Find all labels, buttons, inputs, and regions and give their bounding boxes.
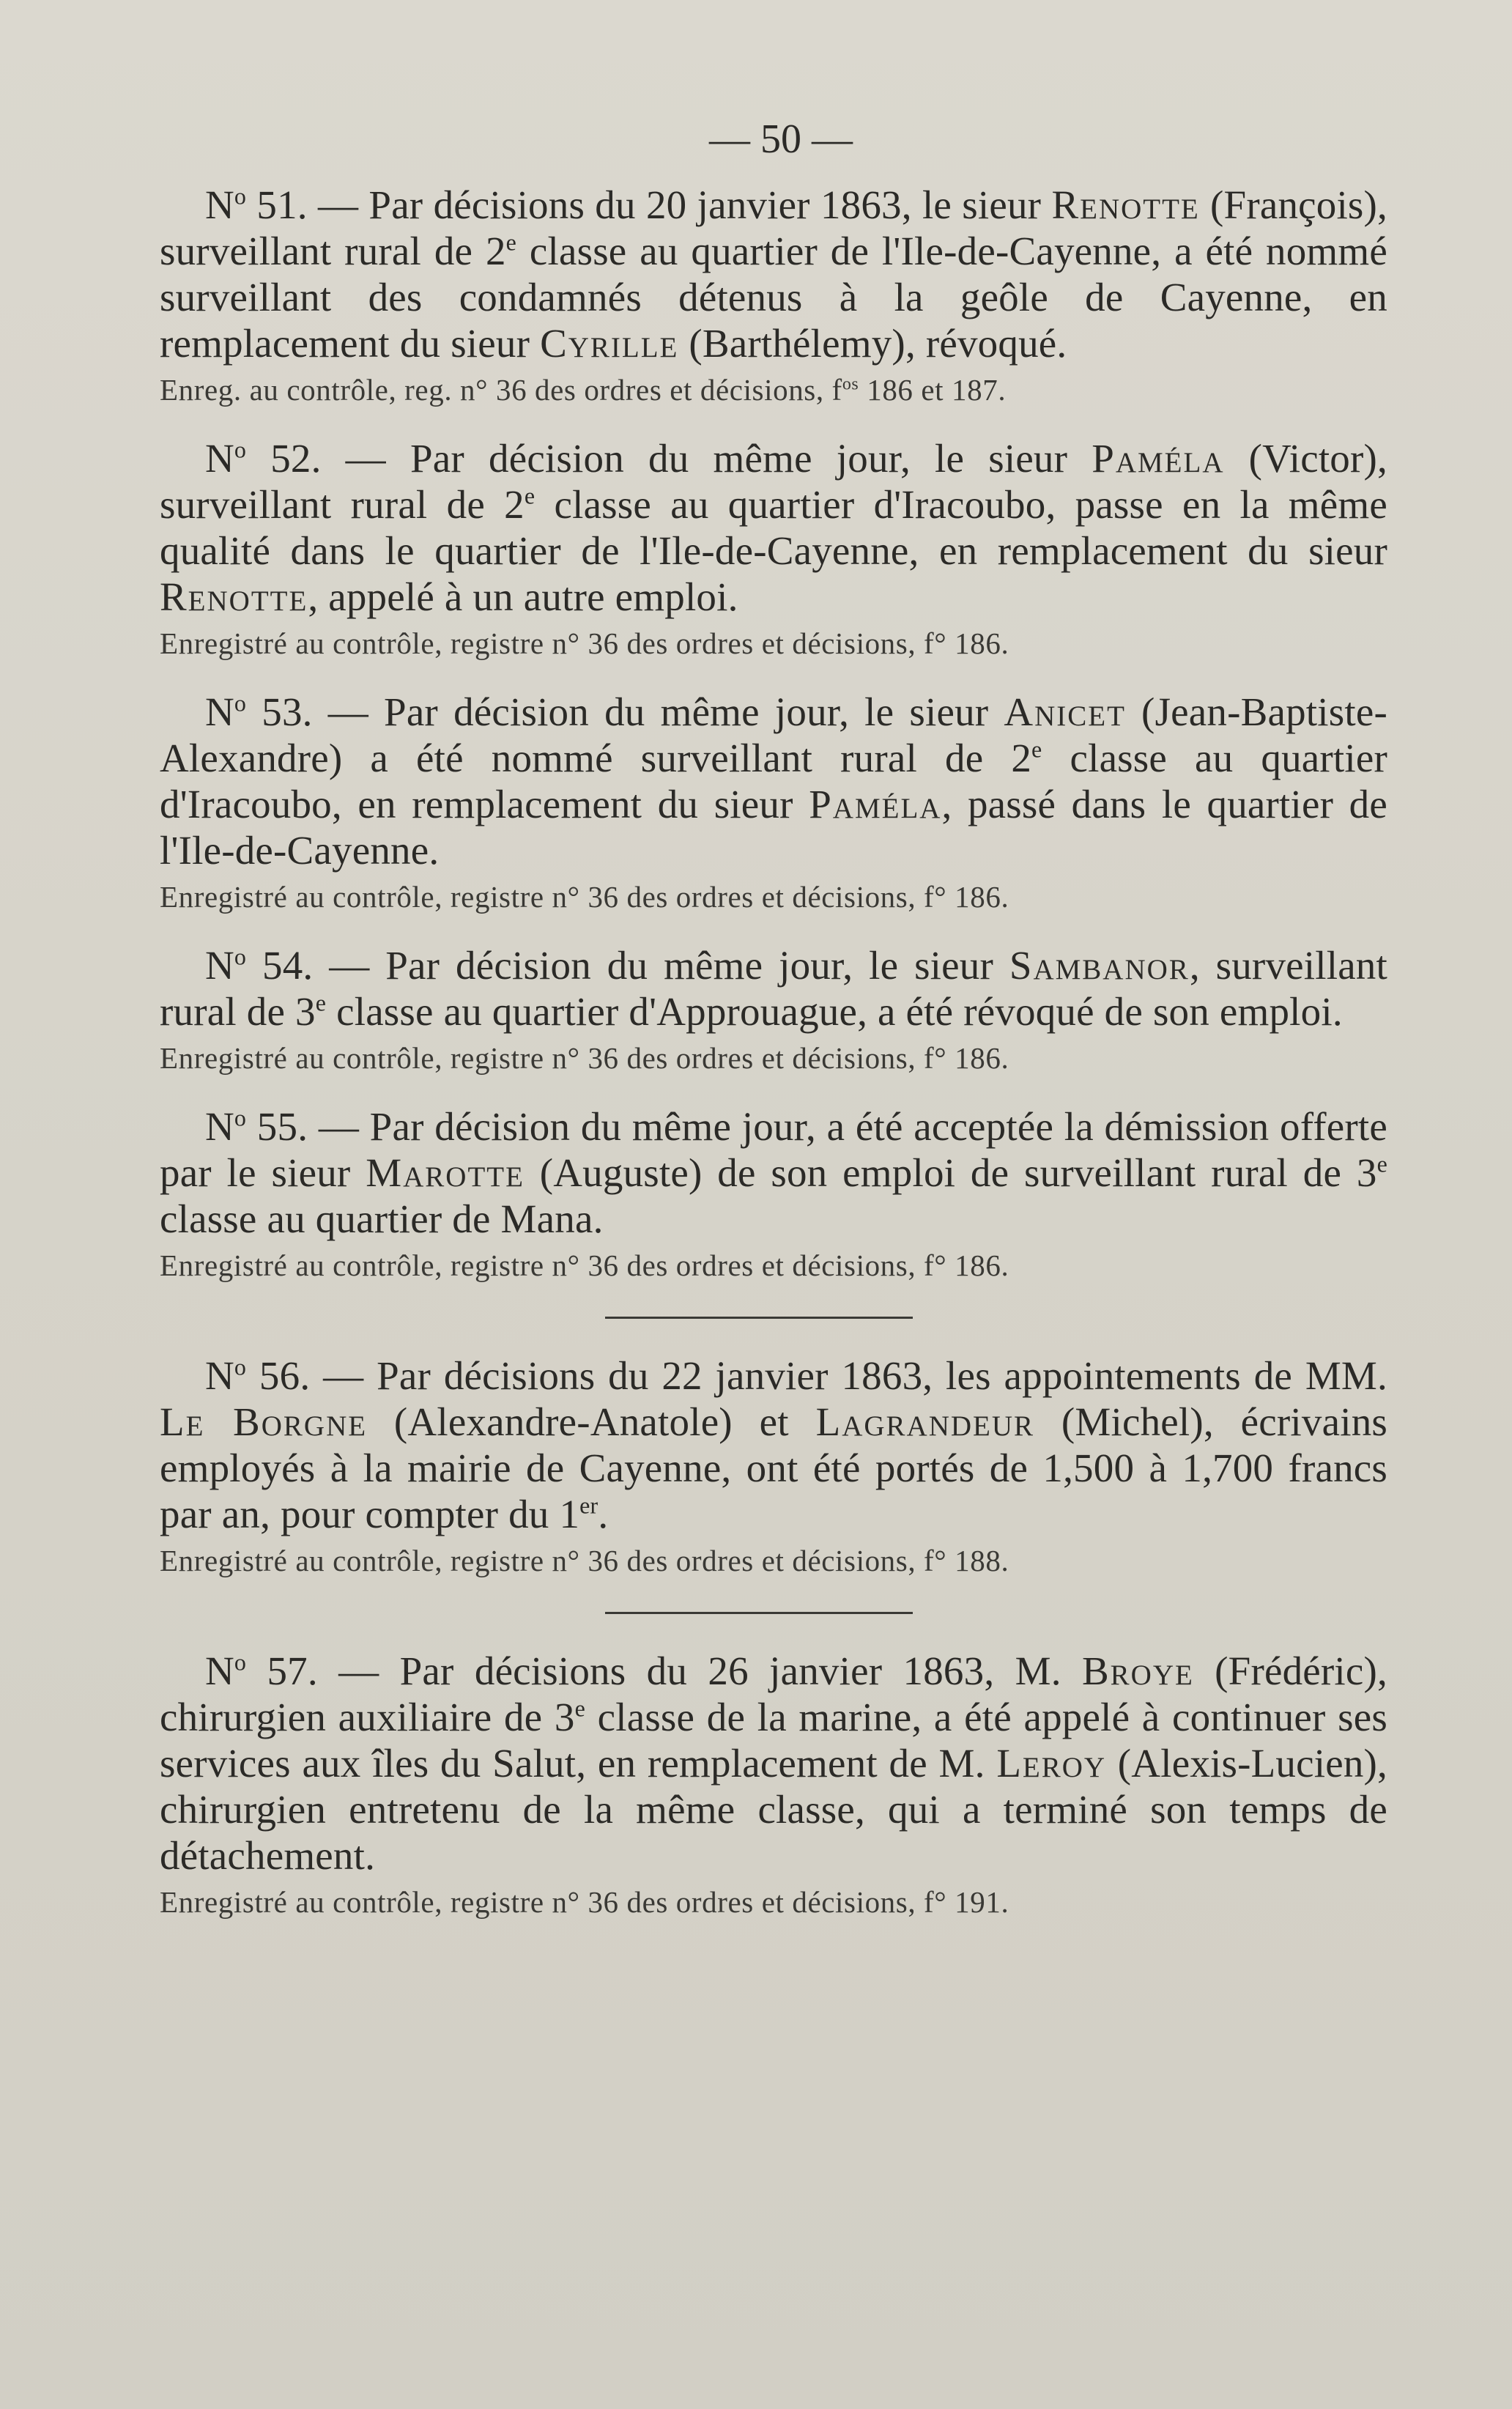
entry-53-sup-1: e bbox=[1031, 736, 1042, 763]
entry-51-lead-sup: o bbox=[234, 182, 247, 210]
entry-56-lead: N bbox=[205, 1353, 234, 1398]
entry-53-text-3: , passé dans le quartier de l'Ile-de-Cayenne. bbox=[160, 782, 1387, 873]
entry-55 bbox=[160, 1103, 1387, 1286]
entry-53-number: 53. — Par décision du même jour, le sieur bbox=[246, 689, 1004, 734]
entry-51-registry-end: 186 et 187. bbox=[859, 373, 1007, 407]
entry-54-number: 54. — Par décision du même jour, le sieur bbox=[246, 943, 1009, 988]
entry-54-registry: Enregistré au contrôle, registre n° 36 des ordres et décisions, f° 186. bbox=[160, 1041, 1009, 1075]
entry-51 bbox=[160, 182, 1387, 410]
entry-55-number: 55. — Par décision du même jour, a été acceptée la démission offerte par le sieur bbox=[160, 1104, 1387, 1195]
entry-55-lead: N bbox=[205, 1104, 234, 1149]
entry-51-text-2: classe au quartier de l'Ile-de-Cayenne, a été nommé surveillant des condamnés détenus à la geôle de Cayenne, en remplacement du sieur bbox=[160, 229, 1387, 366]
entry-52-name-renotte: Renotte bbox=[160, 574, 308, 619]
entry-57 bbox=[160, 1648, 1387, 1923]
entry-52-text-2: classe au quartier d'Iracoubo, passe en la même qualité dans le quartier de l'Ile-de-Cayenne, en remplacement du sieur bbox=[160, 482, 1387, 573]
entry-54-name-sambanor: Sambanor bbox=[1009, 943, 1190, 988]
entry-51-lead: N bbox=[205, 182, 234, 227]
entry-57-text bbox=[160, 1648, 1387, 1879]
entry-54-text bbox=[160, 942, 1387, 1035]
entry-54-lead-sup: o bbox=[234, 943, 247, 970]
page-number: — 50 — bbox=[709, 116, 853, 162]
entry-56-name-lagrandeur: Lagrandeur bbox=[815, 1399, 1035, 1444]
entry-52-number: 52. — Par décision du même jour, le sieur bbox=[246, 436, 1092, 481]
entry-57-name-broye: Broye bbox=[1081, 1648, 1194, 1693]
entry-56 bbox=[160, 1352, 1387, 1581]
entry-53-registry: Enregistré au contrôle, registre n° 36 des ordres et décisions, f° 186. bbox=[160, 880, 1009, 914]
entry-53-text-1: (Jean-Baptiste-Alexandre) a été nommé surveillant rural de 2 bbox=[160, 689, 1387, 780]
entry-55-registry: Enregistré au contrôle, registre n° 36 des ordres et décisions, f° 186. bbox=[160, 1248, 1009, 1282]
entry-53-lead-sup: o bbox=[234, 689, 247, 717]
entry-55-text-1: (Auguste) de son emploi de surveillant rural de 3 bbox=[524, 1150, 1377, 1195]
entry-56-text-3: . bbox=[598, 1492, 609, 1536]
entry-57-lead-sup: o bbox=[234, 1648, 247, 1676]
entry-51-number: 51. — Par décisions du 20 janvier 1863, le sieur bbox=[246, 182, 1052, 227]
entry-56-registry: Enregistré au contrôle, registre n° 36 des ordres et décisions, f° 188. bbox=[160, 1544, 1009, 1577]
entry-55-sup-1: e bbox=[1376, 1150, 1388, 1177]
entry-54-text-1: , surveillant rural de 3 bbox=[160, 943, 1387, 1034]
entry-51-text-1: (François), surveillant rural de 2 bbox=[160, 182, 1388, 273]
entry-51-registry-sup: os bbox=[842, 374, 859, 394]
entry-52-sup-1: e bbox=[524, 482, 536, 509]
spacer bbox=[160, 410, 1387, 435]
spacer bbox=[160, 917, 1387, 942]
spacer bbox=[160, 664, 1387, 689]
entry-55-text-2: classe au quartier de Mana. bbox=[160, 1196, 604, 1241]
entry-57-text-3: (Alexis-Lucien), chirurgien entretenu de la même classe, qui a terminé son temps de détachement. bbox=[160, 1741, 1387, 1878]
entry-57-number: 57. — Par décisions du 26 janvier 1863, M. bbox=[246, 1648, 1082, 1693]
entry-57-lead: N bbox=[205, 1648, 234, 1693]
entry-51-sup-1: e bbox=[505, 229, 517, 256]
entry-52-name-pamela: Paméla bbox=[1092, 436, 1225, 481]
entry-51-text bbox=[160, 182, 1387, 366]
entry-53-lead: N bbox=[205, 689, 234, 734]
entry-57-name-leroy: Leroy bbox=[996, 1741, 1107, 1786]
entry-53-name-anicet: Anicet bbox=[1004, 689, 1126, 734]
entry-54-lead: N bbox=[205, 943, 234, 988]
entry-56-text-2: (Michel), écrivains employés à la mairie de Cayenne, ont été portés de 1,500 à 1,700 francs par an, pour compter du 1 bbox=[160, 1399, 1387, 1536]
entry-51-registry bbox=[160, 369, 1387, 410]
entry-53-name-pamela: Paméla bbox=[809, 782, 942, 826]
entry-51-name-renotte: Renotte bbox=[1051, 182, 1200, 227]
entry-56-lead-sup: o bbox=[234, 1353, 247, 1380]
entry-57-text-1: (Frédéric), chirurgien auxiliaire de 3 bbox=[160, 1648, 1387, 1739]
spacer bbox=[160, 1078, 1387, 1103]
entry-51-text-3: (Barthélemy), révoqué. bbox=[678, 321, 1067, 366]
entry-57-registry: Enregistré au contrôle, registre n° 36 des ordres et décisions, f° 191. bbox=[160, 1885, 1009, 1919]
entry-52-lead: N bbox=[205, 436, 234, 481]
entry-55-text bbox=[160, 1103, 1387, 1242]
entry-52-lead-sup: o bbox=[234, 436, 247, 463]
entry-57-text-2: classe de la marine, a été appelé à continuer ses services aux îles du Salut, en remplacement de M. bbox=[160, 1695, 1387, 1786]
entry-53-text bbox=[160, 689, 1387, 873]
entry-52-text-3: , appelé à un autre emploi. bbox=[308, 574, 738, 619]
entry-54-sup-1: e bbox=[315, 989, 327, 1016]
entry-56-text bbox=[160, 1352, 1387, 1537]
entry-54-text-2: classe au quartier d'Approuague, a été révoqué de son emploi. bbox=[326, 989, 1343, 1034]
entry-55-lead-sup: o bbox=[234, 1104, 247, 1131]
section-divider bbox=[605, 1317, 913, 1319]
entry-56-name-le-borgne: Le Borgne bbox=[160, 1399, 368, 1444]
entry-51-name-cyrille: Cyrille bbox=[540, 321, 679, 366]
entry-53 bbox=[160, 689, 1387, 917]
entry-55-name-marotte: Marotte bbox=[366, 1150, 525, 1195]
entry-56-number: 56. — Par décisions du 22 janvier 1863, les appointements de MM. bbox=[246, 1353, 1387, 1398]
entry-52 bbox=[160, 435, 1387, 664]
entry-57-sup-1: e bbox=[574, 1695, 585, 1722]
entry-51-registry-text: Enreg. au contrôle, reg. n° 36 des ordres et décisions, f bbox=[160, 373, 842, 407]
entry-52-text bbox=[160, 435, 1387, 620]
section-divider bbox=[605, 1612, 913, 1614]
entry-52-registry: Enregistré au contrôle, registre n° 36 des ordres et décisions, f° 186. bbox=[160, 626, 1009, 660]
entry-56-sup-1: er bbox=[579, 1492, 598, 1519]
entry-56-text-1: (Alexandre-Anatole) et bbox=[367, 1399, 816, 1444]
entry-53-text-2: classe au quartier d'Iracoubo, en remplacement du sieur bbox=[160, 736, 1387, 826]
entry-54 bbox=[160, 942, 1387, 1078]
entry-52-text-1: (Victor), surveillant rural de 2 bbox=[160, 436, 1387, 527]
